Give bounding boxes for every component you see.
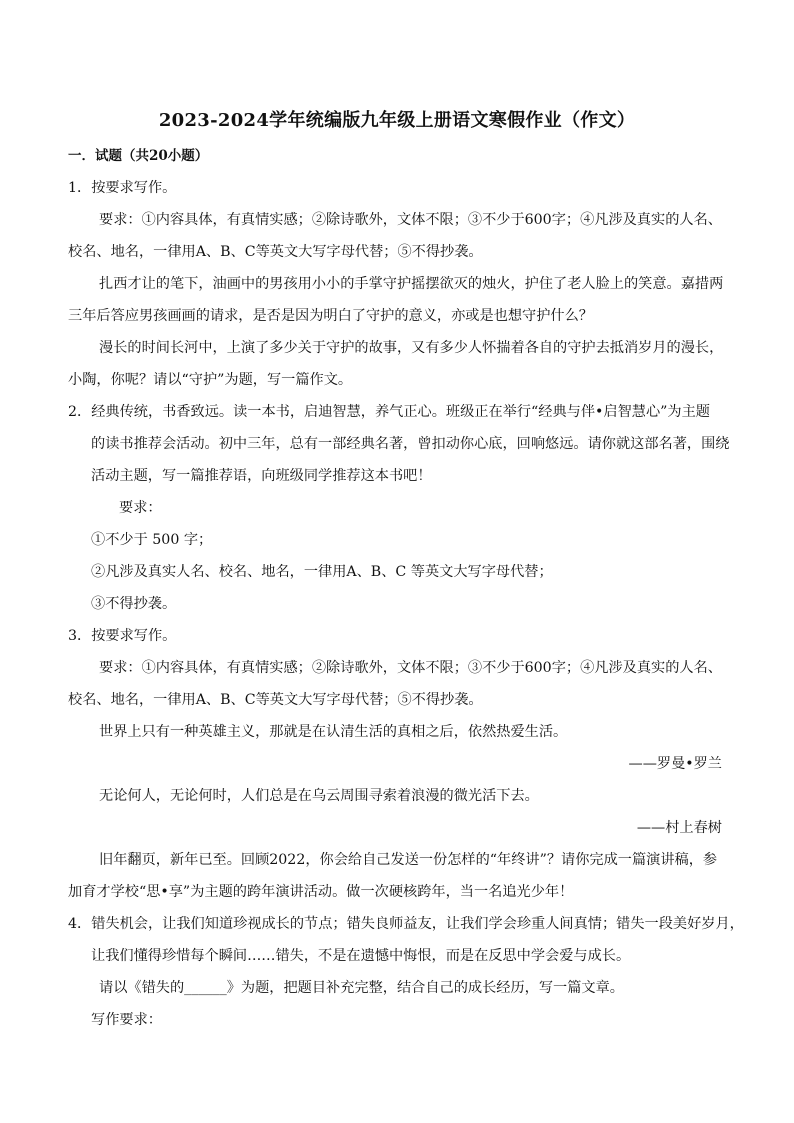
- question-2-requirement-1: ①不少于 500 字；: [91, 532, 213, 548]
- section-heading: 一．试题（共20小题）: [68, 148, 209, 164]
- question-2-requirement-2: ②凡涉及真实人名、校名、地名，一律用A、B、C 等英文大写字母代替；: [91, 564, 553, 580]
- question-4-requirements-label: 写作要求：: [91, 1012, 162, 1028]
- question-1-paragraph-1: 扎西才让的笔下，油画中的男孩用小小的手掌守护摇摆欲灭的烛火，护住了老人脸上的笑意。嘉措两: [99, 276, 724, 292]
- question-3-requirements-cont: 校名、地名，一律用A、B、C等英文大写字母代替；⑤不得抄袭。: [68, 692, 483, 708]
- question-2-text-line-3: 活动主题，写一篇推荐语，向班级同学推荐这本书吧！: [91, 468, 432, 484]
- question-2-requirement-3: ③不得抄袭。: [91, 596, 177, 612]
- document-title: 2023-2024学年统编版九年级上册语文寒假作业（作文）: [158, 110, 636, 131]
- question-3-quote-1: 世界上只有一种英雄主义，那就是在认清生活的真相之后，依然热爱生活。: [99, 724, 568, 740]
- question-3-requirements: 要求：①内容具体，有真情实感；②除诗歌外，文体不限；③不少于600字；④凡涉及真实的人名、: [99, 660, 722, 676]
- question-2-requirements-label: 要求：: [119, 500, 162, 516]
- question-3-paragraph-cont: 加育才学校“思•享”为主题的跨年演讲活动。做一次硬核跨年，当一名追光少年！: [68, 884, 574, 900]
- question-1-heading: 1．按要求写作。: [68, 180, 177, 196]
- question-1-requirements: 要求：①内容具体，有真情实感；②除诗歌外，文体不限；③不少于600字；④凡涉及真实的人名、: [99, 212, 722, 228]
- question-1-paragraph-2: 漫长的时间长河中，上演了多少关于守护的故事，又有多少人怀揣着各自的守护去抵消岁月的漫长，: [99, 340, 724, 356]
- question-1-paragraph-2-cont: 小陶，你呢？请以“守护”为题，写一篇作文。: [68, 372, 353, 388]
- question-3-quote-2-author: ——村上春树: [636, 820, 722, 836]
- question-1-requirements-cont: 校名、地名，一律用A、B、C等英文大写字母代替；⑤不得抄袭。: [68, 244, 483, 260]
- question-3-heading: 3．按要求写作。: [68, 628, 177, 644]
- question-4-heading: 4．错失机会，让我们知道珍视成长的节点；错失良师益友，让我们学会珍重人间真情；错失一段美好岁月，: [68, 916, 744, 932]
- question-4-text-line-2: 让我们懂得珍惜每个瞬间……错失，不是在遗憾中悔恨，而是在反思中学会爱与成长。: [91, 948, 631, 964]
- question-2-text-line-2: 的读书推荐会活动。初中三年，总有一部经典名著，曾扣动你心底，回响悠远。请你就这部名著，围绕: [91, 436, 730, 452]
- question-4-prompt: 请以《错失的______》为题，把题目补充完整，结合自己的成长经历，写一篇文章。: [99, 980, 624, 996]
- question-3-quote-2: 无论何人，无论何时，人们总是在乌云周围寻索着浪漫的微光活下去。: [99, 788, 539, 804]
- question-2-heading: 2．经典传统，书香致远。读一本书，启迪智慧，养气正心。班级正在举行“经典与伴•启智慧心”为主题: [68, 404, 710, 420]
- question-3-quote-1-author: ——罗曼•罗兰: [628, 756, 722, 772]
- question-3-paragraph: 旧年翻页，新年已至。回顾2022，你会给自己发送一份怎样的“年终讲”？请你完成一篇演讲稿，参: [99, 852, 718, 868]
- question-1-paragraph-1-cont: 三年后答应男孩画画的请求，是否是因为明白了守护的意义，亦或是也想守护什么？: [68, 308, 593, 324]
